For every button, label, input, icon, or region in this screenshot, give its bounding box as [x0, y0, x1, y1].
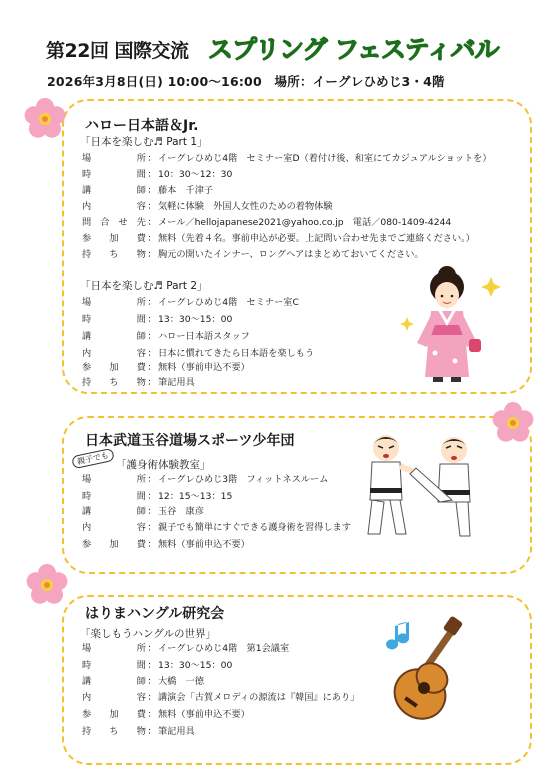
- info-row: 参加費：無料（先着４名。事前申込が必要。上記問い合わせ先までご連絡ください。）: [82, 233, 475, 244]
- info-row: 場 所：イーグレひめじ4階 セミナー室D（着付け後、和室にてカジュアルショットを）: [82, 153, 492, 164]
- date-place: 2026年3月8日(日) 10:00〜16:00 場所：イーグレひめじ3・4階: [47, 74, 445, 89]
- flower-icon: [20, 94, 70, 144]
- event-title: 「楽しもうハングルの世界」: [80, 628, 216, 640]
- section-title: ハロー日本語＆Jr.: [85, 118, 199, 134]
- info-row: 講 師：大橋 一徳: [82, 676, 204, 687]
- event-title: 「日本を楽しむ♬ Part 1」: [80, 136, 208, 148]
- flower-icon: [488, 398, 538, 448]
- event-title: 「護身術体験教室」: [116, 459, 211, 471]
- info-row: 持ち物：胸元の開いたインナー、ロングヘアはまとめておいてください。: [82, 249, 424, 260]
- info-row: 内 容：親子でも簡単にすぐできる護身術を習得します: [82, 522, 351, 533]
- info-row: 参加費：無料（事前申込不要）: [82, 709, 250, 720]
- info-row: 内 容：気軽に体験 外国人女性のための着物体験: [82, 201, 333, 212]
- info-row: 講 師：ハロー日本語スタッフ: [82, 331, 250, 342]
- info-row: 場 所：イーグレひめじ3階 フィットネスルーム: [82, 474, 329, 485]
- info-row: 時 間：13：30〜15：00: [82, 314, 233, 325]
- info-row: 場 所：イーグレひめじ4階 セミナー室C: [82, 297, 299, 308]
- info-row: 時 間：13：30〜15：00: [82, 660, 233, 671]
- info-row: 持ち物：筆記用具: [82, 726, 195, 737]
- info-row: 問合せ先：メール／hellojapanese2021@yahoo.co.jp 電話／080-1409-4244: [82, 217, 452, 228]
- info-row: 時 間：12：15〜13：15: [82, 491, 233, 502]
- info-row: 参加費：無料（事前申込不要）: [82, 362, 250, 373]
- info-row: 内 容：日本に慣れてきたら日本語を楽しもう: [82, 348, 315, 359]
- event-title: 「日本を楽しむ♬ Part 2」: [80, 280, 208, 292]
- section-title: 日本武道玉谷道場スポーツ少年団: [85, 433, 295, 449]
- info-row: 持ち物：筆記用具: [82, 377, 195, 388]
- section-title: はりまハングル研究会: [85, 606, 225, 622]
- festival-title: スプリング フェスティバル: [208, 35, 499, 64]
- info-row: 時 間：10：30〜12：30: [82, 169, 233, 180]
- karate-kids-illustration: [356, 430, 486, 542]
- info-row: 講 師：藤本 千津子: [82, 185, 214, 196]
- info-row: 参加費：無料（事前申込不要）: [82, 539, 250, 550]
- info-row: 内 容：講演会「古賀メロディの源流は『韓国』にあり」: [82, 692, 360, 703]
- parent-child-badge: 親子でも: [71, 448, 115, 469]
- info-row: 場 所：イーグレひめじ4階 第1会議室: [82, 643, 290, 654]
- info-row: 講 師：玉谷 康彦: [82, 506, 204, 517]
- guitar-illustration: [380, 612, 480, 730]
- kimono-woman-illustration: [395, 265, 505, 390]
- title-prefix: 第22回 国際交流: [46, 40, 189, 62]
- flower-icon: [22, 560, 72, 610]
